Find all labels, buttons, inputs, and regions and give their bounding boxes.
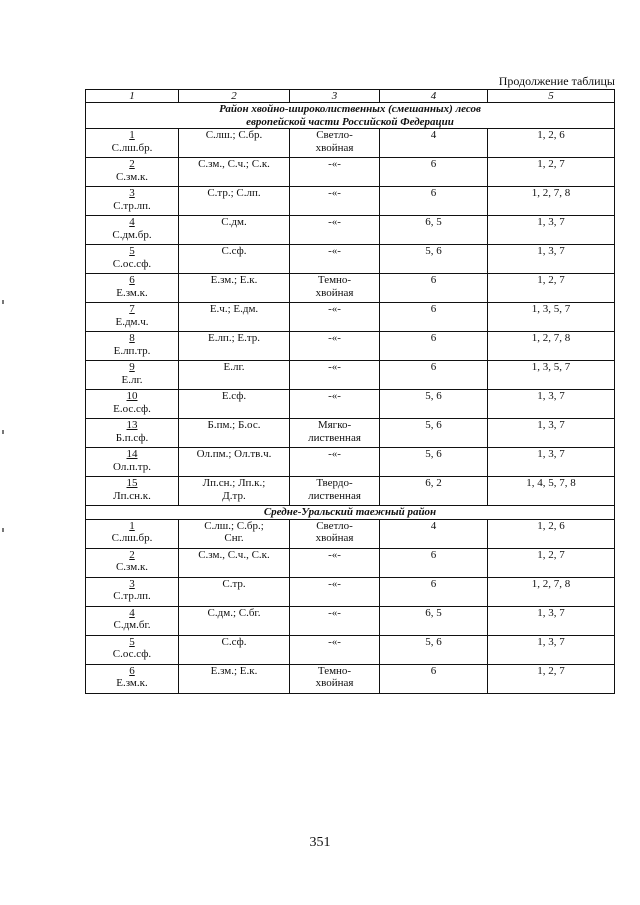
cell-type-id: [86, 577, 179, 606]
table-row: [86, 274, 615, 303]
type-abbreviation: С.тр.лп.: [113, 590, 151, 602]
table-row: [86, 216, 615, 245]
cell-composition: [179, 361, 290, 390]
section-title: [86, 103, 615, 129]
group-text: Мягко-: [317, 419, 352, 431]
cell-composition: [179, 187, 290, 216]
composition-text: Е.ч.; Е.дм.: [209, 303, 259, 315]
cell-group: [290, 361, 380, 390]
type-number: 1: [129, 129, 135, 141]
table-row: [86, 606, 615, 635]
composition-text: С.дм.; С.бг.: [207, 606, 261, 619]
cell-composition: [179, 303, 290, 332]
group-text: Темно-: [317, 274, 352, 286]
cell-col5: 1, 3, 7: [488, 448, 615, 477]
cell-group: [290, 390, 380, 419]
cell-col4: 6: [380, 274, 488, 303]
cell-col5: 1, 2, 6: [488, 129, 615, 158]
cell-group: [290, 606, 380, 635]
table-row: [86, 332, 615, 361]
type-abbreviation: Е.лг.: [121, 373, 143, 386]
composition-text: Е.зм.; Е.к.: [210, 664, 258, 677]
group-text: хвойная: [315, 141, 354, 154]
group-text: лиственная: [308, 431, 361, 444]
cell-col5: 1, 2, 7: [488, 548, 615, 577]
cell-col4: 6: [380, 158, 488, 187]
header-cell: 5: [488, 90, 615, 103]
composition-text: Е.лп.; Е.тр.: [207, 332, 261, 344]
group-text: -«-: [328, 606, 341, 619]
header-cell: 3: [290, 90, 380, 103]
type-abbreviation: Лп.сн.к.: [113, 489, 151, 502]
header-row: [86, 90, 615, 103]
cell-col4: 6: [380, 361, 488, 390]
type-abbreviation: Е.лп.тр.: [113, 344, 151, 357]
composition-text: Лп.сн.; Лп.к.;: [202, 477, 266, 489]
composition-text: Снг.: [224, 532, 244, 544]
cell-col5: 1, 2, 7: [488, 274, 615, 303]
group-text: -«-: [328, 332, 341, 344]
margin-mark: [2, 300, 4, 304]
type-number: 6: [129, 664, 135, 677]
cell-group: [290, 419, 380, 448]
group-text: -«-: [328, 448, 341, 460]
cell-col4: 5, 6: [380, 419, 488, 448]
cell-col5: 1, 3, 7: [488, 245, 615, 274]
table-row: [86, 390, 615, 419]
continuation-label: Продолжение таблицы: [498, 74, 615, 88]
cell-composition: [179, 606, 290, 635]
type-number: 13: [126, 419, 138, 431]
group-text: -«-: [328, 361, 341, 373]
cell-type-id: [86, 390, 179, 419]
cell-type-id: [86, 187, 179, 216]
cell-col4: 6: [380, 664, 488, 693]
type-abbreviation: Е.ос.сф.: [113, 402, 151, 415]
cell-col5: 1, 3, 7: [488, 419, 615, 448]
cell-group: [290, 448, 380, 477]
cell-group: [290, 664, 380, 693]
group-text: Твердо-: [316, 477, 353, 489]
cell-type-id: [86, 274, 179, 303]
composition-text: Д.тр.: [222, 489, 246, 502]
cell-group: [290, 187, 380, 216]
composition-text: С.зм., С.ч.; С.к.: [198, 158, 270, 170]
cell-group: [290, 245, 380, 274]
cell-composition: [179, 477, 290, 506]
group-text: -«-: [328, 303, 341, 315]
header-cell: 4: [380, 90, 488, 103]
type-number: 14: [126, 448, 138, 460]
cell-group: [290, 577, 380, 606]
cell-col5: 1, 2, 7, 8: [488, 332, 615, 361]
cell-type-id: [86, 448, 179, 477]
type-abbreviation: С.лш.бр.: [111, 141, 153, 154]
composition-text: С.сф.: [221, 635, 247, 648]
table-row: [86, 419, 615, 448]
type-abbreviation: С.дм.бг.: [113, 619, 151, 631]
cell-col4: 6: [380, 303, 488, 332]
composition-text: С.тр.; С.лп.: [207, 187, 261, 199]
section-title: Средне-Уральский таежный район: [86, 506, 615, 520]
cell-col5: 1, 2, 6: [488, 519, 615, 548]
cell-col4: 6, 2: [380, 477, 488, 506]
cell-composition: [179, 664, 290, 693]
cell-group: [290, 274, 380, 303]
group-text: лиственная: [308, 489, 361, 502]
cell-composition: [179, 158, 290, 187]
type-number: 2: [129, 158, 135, 170]
cell-group: [290, 158, 380, 187]
cell-type-id: [86, 477, 179, 506]
type-abbreviation: Е.дм.ч.: [115, 315, 149, 328]
cell-type-id: [86, 216, 179, 245]
group-text: -«-: [328, 187, 341, 199]
section-header-row: [86, 506, 615, 520]
cell-col4: 6: [380, 577, 488, 606]
cell-col4: 5, 6: [380, 448, 488, 477]
section-title-line: европейской части Российской Федерации: [246, 115, 454, 128]
cell-group: [290, 216, 380, 245]
cell-composition: [179, 577, 290, 606]
type-number: 4: [129, 216, 135, 228]
group-text: -«-: [328, 158, 341, 170]
cell-group: [290, 635, 380, 664]
margin-mark: [2, 528, 4, 532]
cell-composition: [179, 332, 290, 361]
section-title-line: Район хвойно-широколиственных (смешанных) лесов: [219, 103, 481, 115]
cell-col5: 1, 3, 7: [488, 635, 615, 664]
page-number: 351: [309, 835, 331, 850]
table-row: [86, 664, 615, 693]
cell-col4: 6: [380, 548, 488, 577]
composition-text: Б.пм.; Б.ос.: [207, 419, 261, 431]
type-abbreviation: С.тр.лп.: [113, 199, 151, 212]
composition-text: С.зм., С.ч., С.к.: [198, 548, 270, 561]
type-number: 6: [129, 274, 135, 286]
composition-text: С.сф.: [221, 245, 247, 257]
group-text: -«-: [328, 216, 341, 228]
cell-composition: [179, 448, 290, 477]
cell-group: [290, 477, 380, 506]
table-row: [86, 187, 615, 216]
cell-col4: 4: [380, 519, 488, 548]
type-abbreviation: Е.зм.к.: [116, 677, 148, 689]
type-number: 5: [129, 635, 135, 648]
cell-type-id: [86, 361, 179, 390]
type-number: 15: [126, 477, 138, 489]
cell-composition: [179, 216, 290, 245]
group-text: Темно-: [317, 664, 352, 677]
cell-col5: 1, 2, 7: [488, 664, 615, 693]
cell-col5: 1, 3, 7: [488, 606, 615, 635]
cell-col4: 6, 5: [380, 606, 488, 635]
table-row: [86, 303, 615, 332]
type-abbreviation: С.дм.бр.: [112, 228, 152, 241]
type-number: 4: [129, 606, 135, 619]
group-text: Светло-: [316, 519, 353, 532]
cell-group: [290, 332, 380, 361]
cell-col4: 6, 5: [380, 216, 488, 245]
table-row: [86, 245, 615, 274]
cell-composition: [179, 548, 290, 577]
cell-type-id: [86, 419, 179, 448]
table-row: [86, 548, 615, 577]
table-row: [86, 519, 615, 548]
cell-group: [290, 548, 380, 577]
margin-mark: [2, 430, 4, 434]
header-cell: 1: [86, 90, 179, 103]
type-number: 10: [126, 390, 138, 402]
composition-text: Е.лг.: [223, 361, 245, 373]
cell-col4: 6: [380, 332, 488, 361]
cell-group: [290, 303, 380, 332]
group-text: -«-: [328, 245, 341, 257]
type-number: 5: [129, 245, 135, 257]
group-text: хвойная: [315, 677, 354, 689]
cell-col5: 1, 3, 7: [488, 216, 615, 245]
cell-composition: [179, 245, 290, 274]
cell-composition: [179, 274, 290, 303]
cell-col5: 1, 2, 7, 8: [488, 577, 615, 606]
cell-col5: 1, 3, 5, 7: [488, 361, 615, 390]
table-row: [86, 158, 615, 187]
cell-col4: 6: [380, 187, 488, 216]
group-text: -«-: [328, 577, 341, 590]
group-text: -«-: [328, 635, 341, 648]
cell-col5: 1, 3, 5, 7: [488, 303, 615, 332]
type-abbreviation: С.лш.бр.: [111, 532, 153, 544]
cell-col4: 5, 6: [380, 635, 488, 664]
composition-text: С.дм.: [221, 216, 247, 228]
cell-composition: [179, 419, 290, 448]
type-abbreviation: С.зм.к.: [115, 170, 149, 183]
table-row: [86, 577, 615, 606]
composition-text: С.лш.; С.бр.: [205, 129, 263, 141]
group-text: -«-: [328, 548, 341, 561]
header-cell: 2: [179, 90, 290, 103]
cell-col4: 4: [380, 129, 488, 158]
type-number: 9: [129, 361, 135, 373]
cell-type-id: [86, 158, 179, 187]
cell-type-id: [86, 664, 179, 693]
type-abbreviation: С.ос.сф.: [112, 257, 152, 270]
table-row: [86, 129, 615, 158]
group-text: хвойная: [315, 532, 354, 544]
table-row: [86, 361, 615, 390]
type-abbreviation: С.ос.сф.: [112, 648, 152, 660]
cell-type-id: [86, 635, 179, 664]
cell-col5: 1, 2, 7, 8: [488, 187, 615, 216]
cell-type-id: [86, 303, 179, 332]
cell-composition: [179, 635, 290, 664]
composition-text: С.лш.; С.бр.;: [204, 519, 264, 532]
cell-composition: [179, 519, 290, 548]
cell-type-id: [86, 332, 179, 361]
type-number: 1: [129, 519, 135, 532]
cell-type-id: [86, 129, 179, 158]
composition-text: Ол.пм.; Ол.тв.ч.: [196, 448, 272, 460]
cell-composition: [179, 129, 290, 158]
table-row: [86, 635, 615, 664]
cell-col5: 1, 3, 7: [488, 390, 615, 419]
type-number: 7: [129, 303, 135, 315]
cell-type-id: [86, 245, 179, 274]
type-number: 3: [129, 187, 135, 199]
group-text: Светло-: [316, 129, 353, 141]
group-text: -«-: [328, 390, 341, 402]
type-abbreviation: С.зм.к.: [115, 561, 149, 573]
cell-col5: 1, 4, 5, 7, 8: [488, 477, 615, 506]
cell-composition: [179, 390, 290, 419]
cell-col5: 1, 2, 7: [488, 158, 615, 187]
data-table: [85, 89, 615, 694]
cell-col4: 5, 6: [380, 390, 488, 419]
type-abbreviation: Ол.п.тр.: [112, 460, 151, 473]
cell-col4: 5, 6: [380, 245, 488, 274]
section-header-row: [86, 103, 615, 129]
type-number: 8: [129, 332, 135, 344]
table-row: [86, 477, 615, 506]
cell-type-id: [86, 606, 179, 635]
type-number: 3: [129, 577, 135, 590]
cell-type-id: [86, 548, 179, 577]
cell-group: [290, 519, 380, 548]
type-number: 2: [129, 548, 135, 561]
group-text: хвойная: [315, 286, 354, 299]
type-abbreviation: Е.зм.к.: [116, 286, 148, 299]
cell-type-id: [86, 519, 179, 548]
composition-text: Е.зм.; Е.к.: [210, 274, 258, 286]
table-row: [86, 448, 615, 477]
type-abbreviation: Б.п.сф.: [115, 431, 149, 444]
composition-text: С.тр.: [222, 577, 246, 590]
composition-text: Е.сф.: [221, 390, 247, 402]
cell-group: [290, 129, 380, 158]
